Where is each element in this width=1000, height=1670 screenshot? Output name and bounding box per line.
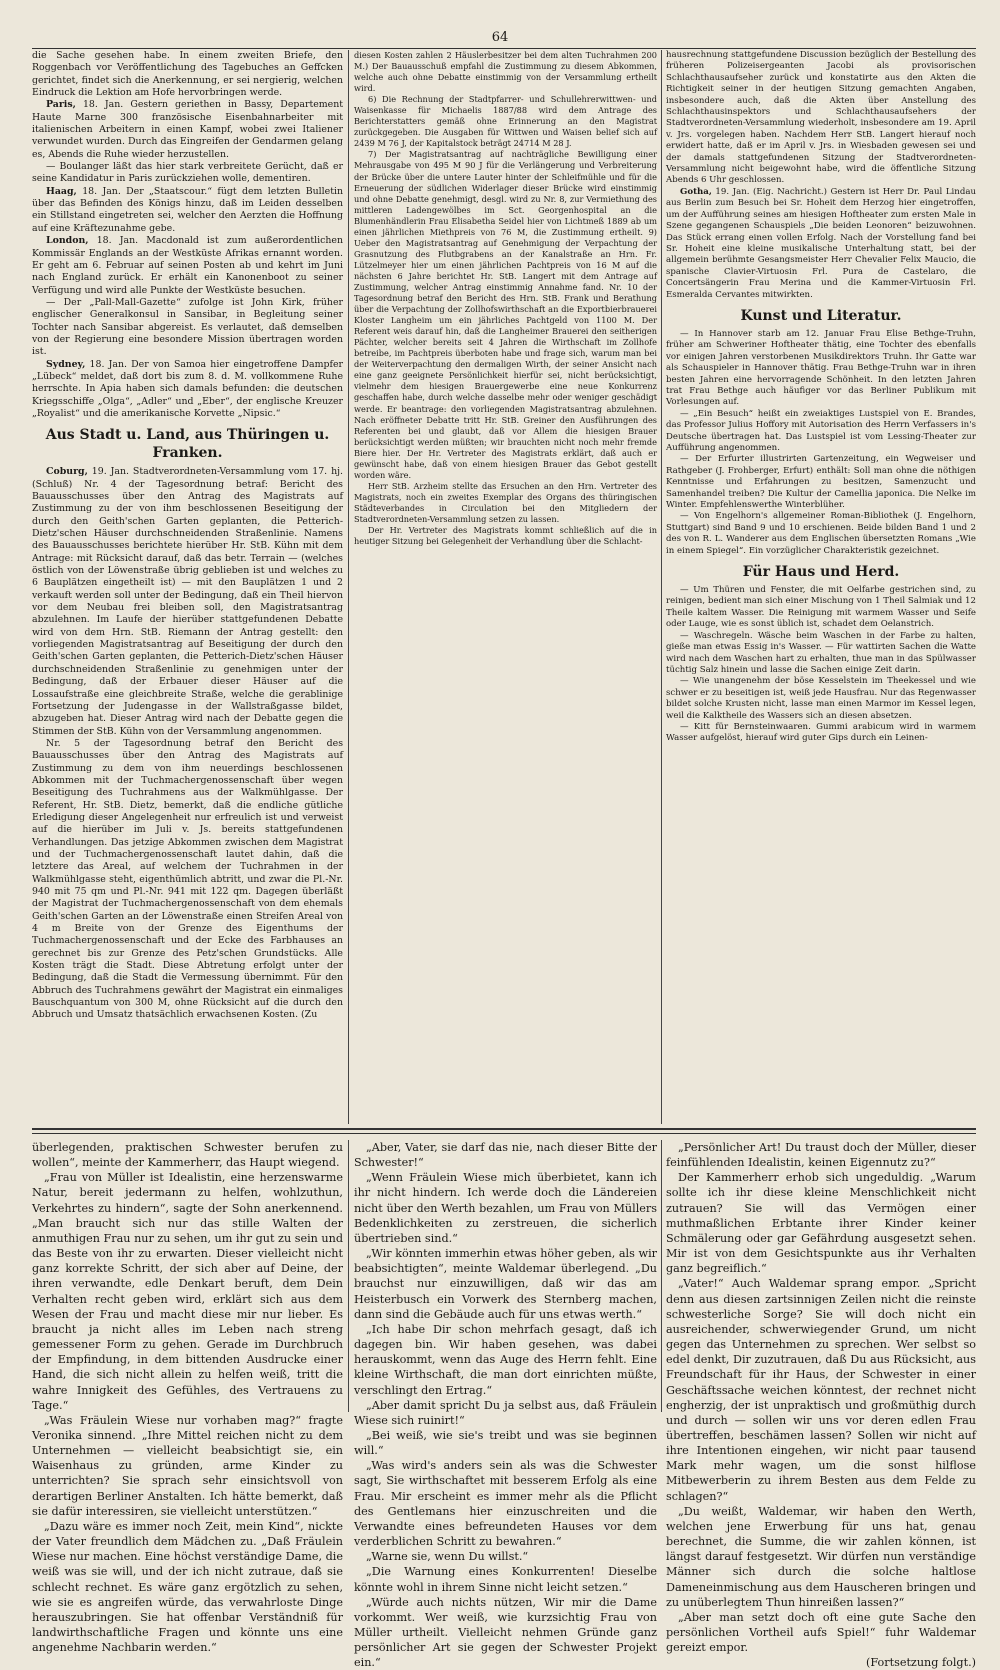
- news-item-kirk: — Der „Pall-Mall-Gazette“ zufolge ist John Kirk, früher englischer Generalkonsul in Sansibar, in Begleitung seiner Tochter nach Sansibar abgereist. Es verlautet, daß demselben von der Regierung eine besondere Mission übertragen worden ist.: [32, 296, 343, 358]
- news-item-coburg: [32, 466, 343, 738]
- serial-paragraph: „Bei weiß, wie sie's treibt und was sie beginnen will.“: [354, 1428, 657, 1458]
- news-paragraph: die Sache gesehen habe. In einem zweiten Briefe, den Roggenbach vor Veröffentlichung des Tagebuches an Geffcken gerichtet, findet sich die Anerkennung, er sei nergierig, welchen Eindruck die Lektion am Hofe hervorbringen werde.: [32, 50, 343, 99]
- feuilleton-rule-2: [32, 1133, 976, 1134]
- serial-paragraph: „Ich habe Dir schon mehrfach gesagt, daß ich dagegen bin. Wir haben gesehen, was dabei herauskommt, wenn das Auge des Herrn fehlt. Eine kleine Wirthschaft, die man dort einrichten müßte, verschlingt den Ertrag.“: [354, 1322, 657, 1397]
- serial-paragraph: „Warne sie, wenn Du willst.“: [366, 1550, 529, 1564]
- dateline-place: London,: [46, 235, 89, 247]
- news-paragraph: — Wie unangenehm der böse Kesselstein im Theekessel und wie schwer er zu beseitigen ist, weiß jede Hausfrau. Nur das Regenwasser bildet solche Krusten nicht, lasse man einen Marmor im Kessel legen, weil die Kalktheile des Wassers sich an diesen absetzen.: [666, 676, 976, 721]
- serial-column-2: [354, 1140, 657, 1670]
- serial-paragraph: „Aber man setzt doch oft eine gute Sache den persönlichen Vortheil aufs Spiel!“ fuhr Waldemar gereizt empor.: [666, 1610, 976, 1655]
- section-heading-local: Aus Stadt u. Land, aus Thüringen u. Franken.: [45, 427, 330, 462]
- news-paragraph: — In Hannover starb am 12. Januar Frau Elise Bethge-Truhn, früher am Schweriner Hoftheater thätig, eine Tochter des ebenfalls vor einigen Jahren verstorbenen Musikdirektors Truhn. Ihr Gatte war als Schauspieler in Hannover thätig. Frau Bethge-Truhn war in ihren besten Jahren eine hervorragende Schönheit. In den letzten Jahren trat Frau Bethge auch häufiger vor das Berliner Publikum mit Vorlesungen auf.: [666, 328, 976, 408]
- dateline-place: Gotha,: [680, 186, 712, 197]
- top-rule: [32, 48, 976, 49]
- serial-column-1: [32, 1140, 343, 1655]
- news-column-3: [666, 50, 976, 1122]
- page-number: 64: [491, 30, 509, 45]
- news-paragraph: hausrechnung stattgefundene Discussion bezüglich der Bestellung des früheren Polizeisergeanten Jacobi als provisorischen Schlachthausaufseher zurück und konstatirte aus den Akten die Richtigkeit seiner in der heutigen Sitzung gemachten Angaben, insbesondere auch, daß die Akten über Anstellung des Schlachthausinspektors und Schlachthausaufsehers der Stadtverordneten-Versammlung wiederholt, insbesondere am 19. April v. Jrs. vorgelegen haben. Nachdem Herr StB. Langert hierauf noch erwidert hatte, daß er im April v. Jrs. in Wiesbaden gewesen sei und der damals stattgefundenen Sitzung der Stadtverordneten-Versammlung nicht beigewohnt habe, wird die öffentliche Sitzung Abends 6 Uhr geschlossen.: [666, 50, 976, 186]
- serial-paragraph: überlegenden, praktischen Schwester berufen zu wollen“, meinte der Kammerherr, das Haupt wiegend.: [32, 1141, 343, 1170]
- serial-paragraph: „Was Fräulein Wiese nur vorhaben mag?“ fragte Veronika sinnend. „Ihre Mittel reichen nicht zu dem Unternehmen — vielleicht beabsichtigt sie, ein Waisenhaus zu gründen, arme Kinder zu unterrichten? Sie sprach sehr einsichtsvoll von derartigen Berliner Anstalten. Ich hätte bemerkt, daß sie dafür interessiren, sie vielleicht unterstützen.“: [32, 1413, 343, 1518]
- news-item-sydney: [32, 359, 343, 421]
- serial-paragraph: „Dazu wäre es immer noch Zeit, mein Kind“, nickte der Vater freundlich dem Mädchen zu. „Daß Fräulein Wiese nur machen. Eine höchst verständige Dame, die weiß was sie will, und der ich nicht zutraue, daß sie schlecht rechnet. Es wäre ganz ergötzlich zu sehen, wie sie es angreifen würde, das verwahrloste Dinge herauszubringen. Sie hat offenbar Verständniß für landwirthschaftliche Fragen und könnte uns eine angenehme Nachbarin werden.“: [32, 1519, 343, 1655]
- news-text: 18. Jan. Der von Samoa hier eingetroffene Dampfer „Lübeck“ meldet, daß dort bis zum 8. d. M. vollkommene Ruhe herrschte. In Apia haben sich damals befunden: die deutschen Kriegsschiffe „Olga“, „Adler“ und „Eber“, der englische Kreuzer „Royalist“ und die amerikanische Korvette „Nipsic.“: [32, 358, 343, 419]
- news-paragraph: — Kitt für Bernsteinwaaren. Gummi arabicum wird in warmem Wasser aufgelöst, hierauf wird guter Gips durch ein Leinen-: [666, 721, 976, 744]
- news-paragraph: 6) Die Rechnung der Stadtpfarrer- und Schullehrerwittwen- und Waisenkasse für Michaelis 1887/88 wird dem Antrage des Berichterstatters gemäß ohne Erinnerung an den Magistrat zurückgegeben. Die Ausgaben für Wittwen und Waisen belief sich auf 2439 M 76 J, der Kapitalstock beträgt 24714 M 28 J.: [354, 94, 657, 149]
- serial-paragraph: „Wenn Fräulein Wiese mich überbietet, kann ich ihr nicht hindern. Ich werde doch die Ländereien nicht über den Werth bezahlen, um Frau von Müllers Bedenklichkeiten zu zerstreuen, die sicherlich übertrieben sind.“: [354, 1171, 657, 1245]
- serial-paragraph: „Vater!“ Auch Waldemar sprang empor. „Spricht denn aus diesen zartsinnigen Zeilen nicht die reinste schwesterliche Sorge? Sie will doch nicht ein ausreichender, schwerwiegender Grund, um nicht gegen das Unternehmen zu sprechen. Wer selbst so edel denkt, Dir zuzutrauen, daß Du aus Rücksicht, aus Freundschaft für ihr Haus, der Schwester in einer Geschäftssache weichen könntest, der rechnet nicht engherzig, der ist unpraktisch und großmüthig durch und durch — sollen wir uns vor deren edlen Frau übertreffen, beschämen lassen? Sollen wir nicht auf ihre Intentionen eingehen, wir nicht paar tausend Mark mehr wagen, um die sonst hilflose Mitbewerberin zu ihrem Besten aus dem Felde zu schlagen?“: [666, 1277, 976, 1503]
- news-text: 18. Jan. Der „Staatscour.“ fügt dem letzten Bulletin über das Befinden des Königs hinzu, daß im Leiden desselben ein Stillstand eingetreten sei, welcher den Aerzten die Hoffnung auf eine Kräftezunahme gebe.: [32, 185, 343, 234]
- news-item-haag: [32, 186, 343, 235]
- news-paragraph: diesen Kosten zahlen 2 Häuslerbesitzer bei dem alten Tuchrahmen 200 M.) Der Bauausschuß empfahl die Zustimmung zu diesem Abkommen, welche auch ohne Debatte einstimmig von der Versammlung ertheilt wird.: [354, 50, 657, 94]
- serial-paragraph: „Aber damit spricht Du ja selbst aus, daß Fräulein Wiese sich ruinirt!“: [354, 1398, 657, 1427]
- news-paragraph: — Waschregeln. Wäsche beim Waschen in der Farbe zu halten, gieße man etwas Essig in's Wasser. — Für wattirten Sachen die Watte wird nach dem Waschen hart zu erhalten, thue man in das Spülwasser tüchtig Salz hinein und lasse die Sachen einige Zeit darin.: [666, 630, 976, 675]
- serial-paragraph: „Persönlicher Art! Du traust doch der Müller, dieser feinfühlenden Idealistin, keinen Eigennutz zu?“: [666, 1141, 976, 1170]
- news-item-boulanger: — Boulanger läßt das hier stark verbreitete Gerücht, daß er seine Kandidatur in Paris zurückziehen wolle, dementiren.: [32, 161, 343, 185]
- news-column-1: [32, 50, 343, 1122]
- serial-paragraph: „Wir könnten immerhin etwas höher geben, als wir beabsichtigten“, meinte Waldemar überlegend. „Du brauchst nur einzuwilligen, daß wir das am Heisterbusch ein Vorwerk des Sternberg machen, dann sind die Gebäude auch für uns etwas werth.“: [354, 1247, 657, 1321]
- news-paragraph: — Um Thüren und Fenster, die mit Oelfarbe gestrichen sind, zu reinigen, bedient man sich einer Mischung von 1 Theil Salmiak und 12 Theile kaltem Wasser. Die Reinigung mit warmem Wasser und Seife oder Lauge, wie es sonst üblich ist, schadet dem Oelanstrich.: [666, 585, 976, 630]
- news-item-gotha: [666, 187, 976, 301]
- news-paragraph: Nr. 5 der Tagesordnung betraf den Bericht des Bauausschusses über den Antrag des Magistrats auf Zustimmung zu dem von ihm neuerdings beschlossenen Abkommen mit der Tuchmachergenossenschaft über wegen Beseitigung des Tuchrahmens aus der Walkmühlgasse. Der Referent, Hr. StB. Dietz, bemerkt, daß die endliche gütliche Erledigung dieser Angelegenheit nur erfreulich ist und verweist auf die hierüber im Juli v. Js. bereits stattgefundenen Verhandlungen. Das jetzige Abkommen zwischen dem Magistrat und der Tuchmachergenossenschaft lautet dahin, daß die letztere das Areal, auf welchem der Tuchrahmen in der Walkmühlgasse steht, eigenthümlich abtritt, und zwar die Pl.-Nr. 940 mit 75 qm und Pl.-Nr. 941 mit 122 qm. Dagegen überläßt der Magistrat der Tuchmachergenossenschaft von dem ehemals Geith'schen Garten an der Löwenstraße einen Streifen Areal von 4 m Breite von der Grenze des Eigenthums der Tuchmachergenossenschaft und der Ecke des Farbhauses an gerechnet bis zur Grenze des Petz'schen Grundstücks. Alle Kosten trägt die Stadt. Diese Abtretung erfolgt unter der Bedingung, daß die Stadt die Vermessung übernimmt. Für den Abbruch des Tuchrahmens gewährt der Magistrat ein einmaliges Bauschquantum von 300 M, ohne Rücksicht auf die durch den Abbruch und Umsatz thatsächlich erwachsenen Kosten. (Zu: [32, 737, 343, 1021]
- news-column-2: [354, 50, 657, 1122]
- dateline-place: Haag,: [46, 185, 77, 197]
- news-text: 18. Jan. Macdonald ist zum außerordentlichen Kommissär Englands an der Westküste Afrikas ernannt worden. Er geht am 6. Februar auf seinen Posten ab und kehrt im Juni nach England zurück. Er erhält ein Kanonenboot zu seiner Verfügung und wird alle Punkte der Westküste besuchen.: [32, 235, 343, 296]
- serial-paragraph: „Was wird's anders sein als was die Schwester sagt, Sie wirthschaftet mit besserem Erfolg als eine Frau. Mir erscheint es immer mehr als die Pflicht des Gentlemans hier einzuschreiten und die Verwandte eines befreundeten Hauses vor dem verderblichen Schritt zu bewahren.“: [354, 1459, 657, 1549]
- news-text: 18. Jan. Gestern geriethen in Bassy, Departement Haute Marne 300 französische Eisenbahnarbeiter mit italienischen Arbeitern in einen Kampf, wobei zwei Italiener verwundet wurden. Durch das Eingreifen der Gendarmen gelang es, Abends die Ruhe wieder herzustellen.: [32, 99, 343, 160]
- serial-paragraph: „Die Warnung eines Konkurrenten! Dieselbe könnte wohl in ihrem Sinne nicht leicht setzen.“: [354, 1565, 657, 1594]
- news-paragraph: — Von Engelhorn's allgemeiner Roman-Bibliothek (J. Engelhorn, Stuttgart) sind Band 9 und 10 erschienen. Beide bilden Band 1 und 2 des von R. L. Wanderer aus dem Englischen übersetzten Romans „Wie in einem Spiegel“. Ein vorzüglicher Charakteristik gezeichnet.: [666, 511, 976, 556]
- serial-paragraph: „Du weißt, Waldemar, wir haben den Werth, welchen jene Erwerbung für uns hat, genau berechnet, die Summe, die wir zahlen können, ist längst darauf festgesetzt. Wir dürfen nun verständige Männer sich durch die solche haltlose Dameneinmischung aus dem Hauscheren bringen und zu unüberlegtem Thun hinreißen lassen?“: [666, 1504, 976, 1609]
- news-paragraph: Herr StB. Arzheim stellte das Ersuchen an den Hrn. Vertreter des Magistrats, noch ein zweites Exemplar des Organs des thüringischen Städteverbandes in Circulation bei den Mitgliedern der Stadtverordneten-Versammlung setzen zu lassen.: [354, 480, 657, 524]
- news-text: 19. Jan. (Eig. Nachricht.) Gestern ist Herr Dr. Paul Lindau aus Berlin zum Besuch bei Sr. Hoheit dem Herzog hier eingetroffen, um der Aufführung seines am hiesigen Hoftheater zum ersten Male in Szene gegangenen Schauspiels „Die beiden Leonoren“ beizuwohnen. Das Stück errang einen vollen Erfolg. Nach der Vorstellung fand bei Sr. Hoheit eine kleine musikalische Unterhaltung statt, bei der allgemein berühmte Gesangsmeister Herr Chevalier Felix Maucio, die spanische Clavier-Virtuosin Frl. Pura de Castelaro, die Concertsängerin Frau Merina und die Kammer-Virtuosin Frl. Esmeralda Cervantes mitwirkten.: [666, 186, 976, 300]
- serial-paragraph: „Frau von Müller ist Idealistin, eine herzenswarme Natur, bereit jedermann zu helfen, wohlzuthun, Verkehrtes zu hindern“, sagte der Sohn anerkennend. „Man braucht sich nur das stille Walten der anmuthigen Frau nur zu sehen, um ihr gut zu sein und das Beste von ihr zu erwarten. Dieser vielleicht nicht ganz korrekte Schritt, der sich aber auf Deine, der ihren verwandte, edle Denkart beruft, dem Dein Verhalten recht geben wird, erklärt sich aus dem Wesen der Frau und macht diese mir nur lieber. Es braucht ja nicht alles im Leben nach streng gemessener Form zu gehen. Gerade im Durchbruch der Empfindung, in dem bittenden Ausdrucke einer Hand, die sich nicht allein zu helfen weiß, tritt die wahre Innigkeit des Gefühles, des Vertrauens zu Tage.“: [32, 1171, 343, 1412]
- continued-note: (Fortsetzung folgt.): [865, 1656, 976, 1670]
- news-paragraph: — Der Erfurter illustrirten Gartenzeitung, ein Wegweiser und Rathgeber (J. Frohberger, Erfurt) enthält: Soll man ohne die nöthigen Kenntnisse und Erfahrungen zu besitzen, Samenzucht und Samenhandel treiben? Die Kultur der Camellia japonica. Die Nelke im Winter. Empfehlenswerthe Winterblüher.: [666, 454, 976, 511]
- news-paragraph: — „Ein Besuch“ heißt ein zweiaktiges Lustspiel von E. Brandes, das Professor Julius Hoffory mit Autorisation des Herrn Verfassers in's Deutsche übertragen hat. Das Lustspiel ist vom Lessing-Theater zur Aufführung angenommen.: [666, 408, 976, 453]
- news-item-paris: [32, 99, 343, 161]
- news-paragraph: 7) Der Magistratsantrag auf nachträgliche Bewilligung einer Mehrausgabe von 495 M 90 J für die Verlängerung und Verbreiterung der Brücke über die untere Lauter hinter der Schleifmühle und für die Erneuerung der südlichen Widerlager dieser Brücke wird einstimmig und ohne Debatte genehmigt, desgl. wird zu Nr. 8, zur Vermiethung des mittleren Ladengewölbes im Sct. Georgenhospital an die Blumenhändlerin Frau Elisabetha Seidel hier von Lichtmeß 1889 ab um einen jährlichen Miethpreis von 76 M, die Zustimmung ertheilt. 9) Ueber den Magistratsantrag auf Genehmigung der Verpachtung der Grasnutzung des Flutbgrabens an der Kanalstraße an Hrn. Fr. Lützelmeyer hier um einen jährlichen Pachtpreis von 16 M auf die nächsten 6 Jahre berichtet Hr. StB. Langert mit dem Antrage auf Zustimmung, welcher Antrag einstimmig Annahme fand. Nr. 10 der Tagesordnung betraf den Bericht des Hrn. StB. Frank und Berathung über die Verpachtung der Zollhofswirthschaft an die Exportbierbrauerei Kloster Langheim um ein jährliches Pachtgeld von 1100 M. Der Referent weis darauf hin, daß die Langheimer Brauerei den seitherigen Pächter, welcher bereits seit 4 Jahren die Wirthschaft im Zollhofe betreibe, im Pachtpreis überboten habe und frage sich, warum man bei der Weiterverpachtung den dermaligen Wirth, der seiner Ansicht nach eine ganz geeignete Persönlichkeit hierfür sei, nicht berücksichtigt, vielmehr dem hiesigen Brauergewerbe eine neue Konkurrenz geschaffen habe, durch welche dasselbe mehr oder weniger geschädigt werde. Er beantrage: den vorliegenden Magistratsantrag abzulehnen. Nach eröffneter Debatte tritt Hr. StB. Greiner den Ausführungen des Referenten bei und glaubt, daß vor Allem die hiesigen Brauer berücksichtigt werden müßten; wir brauchten nicht noch mehr fremde Biere hier. Der Hr. Vertreter des Magistrats erklärt, daß auch er gewünscht habe, daß von einem hiesigen Brauer das Gebot gestellt worden wäre.: [354, 149, 657, 480]
- feuilleton-rule: [32, 1128, 976, 1130]
- serial-paragraph: „Aber, Vater, sie darf das nie, nach dieser Bitte der Schwester!“: [354, 1141, 657, 1170]
- news-item-london: [32, 235, 343, 297]
- news-paragraph: Der Hr. Vertreter des Magistrats kommt schließlich auf die in heutiger Sitzung bei Gelegenheit der Verhandlung über die Schlacht-: [354, 525, 657, 547]
- section-heading-kunst: Kunst und Literatur.: [740, 307, 902, 324]
- serial-column-3: [666, 1140, 976, 1670]
- serial-divider-1: [348, 1140, 349, 1412]
- dateline-place: Coburg,: [46, 466, 88, 478]
- news-text: 19. Jan. Stadtverordneten-Versammlung vom 17. hj. (Schluß) Nr. 4 der Tagesordnung betraf: Bericht des Bauausschusses über den Antrag des Magistrats auf Zustimmung zu der von ihm beschlossenen Beseitigung der durch den Geith'schen Garten geplanten, die Petterich-Dietz'schen Häuser durchschneidenden Straßenlinie. Namens des Bauausschusses berichtete hierüber Hr. StB. Kühn mit dem Antrage: mit Rücksicht darauf, daß das betr. Terrain — (welches östlich von der Löwenstraße übrig geblieben ist und welches zu 6 Bauplätzen eingetheilt ist) — mit den Bauplätzen 1 und 2 verkauft werden soll unter der Bedingung, daß ein Theil hiervon vor dem Neubau frei bleiben soll, den Magistratsantrag abzulehnen. Im Laufe der hierüber stattgefundenen Debatte wird von dem Hrn. StB. Riemann der Antrag gestellt: den vorliegenden Magistratsantrag auf Beseitigung der durch den Geith'schen Garten geplanten, die Petterich-Dietz'schen Häuser durchschneidenden Straßenlinie zu genehmigen unter der Bedingung, daß der Erbauer dieser Häuser auf die Lossaufstraße eine gleichbreite Straße, welche die gerablinige Fortsetzung der Judengasse in der Wallstraßgasse bildet, abzugeben hat. Dieser Antrag wird nach der Debatte gegen die Stimmen der StB. Kühn von der Versammlung angenommen.: [32, 466, 343, 737]
- dateline-place: Sydney,: [46, 358, 86, 370]
- serial-paragraph: „Würde auch nichts nützen, Wir mir die Dame vorkommt. Wer weiß, wie kurzsichtig Frau von Müller urtheilt. Vielleicht nehmen Gründe ganz persönlicher Art sie gegen der Schwester Projekt ein.“: [354, 1595, 657, 1670]
- serial-divider-2: [661, 1140, 662, 1412]
- column-divider-2: [661, 50, 662, 1124]
- serial-paragraph: Der Kammerherr erhob sich ungeduldig. „Warum sollte ich ihr diese kleine Menschlichkeit nicht zutrauen? Sie will das Vermögen einer muthmaßlichen Erbtante ihrer Kinder keiner Schmälerung oder gar Gefährdung ausgesetzt sehen. Mir ist von dem Gesichtspunkte aus ihr Verhalten ganz begreiflich.“: [666, 1171, 976, 1276]
- section-heading-haus: Für Haus und Herd.: [742, 564, 900, 581]
- dateline-place: Paris,: [46, 99, 76, 111]
- column-divider-1: [348, 50, 349, 1124]
